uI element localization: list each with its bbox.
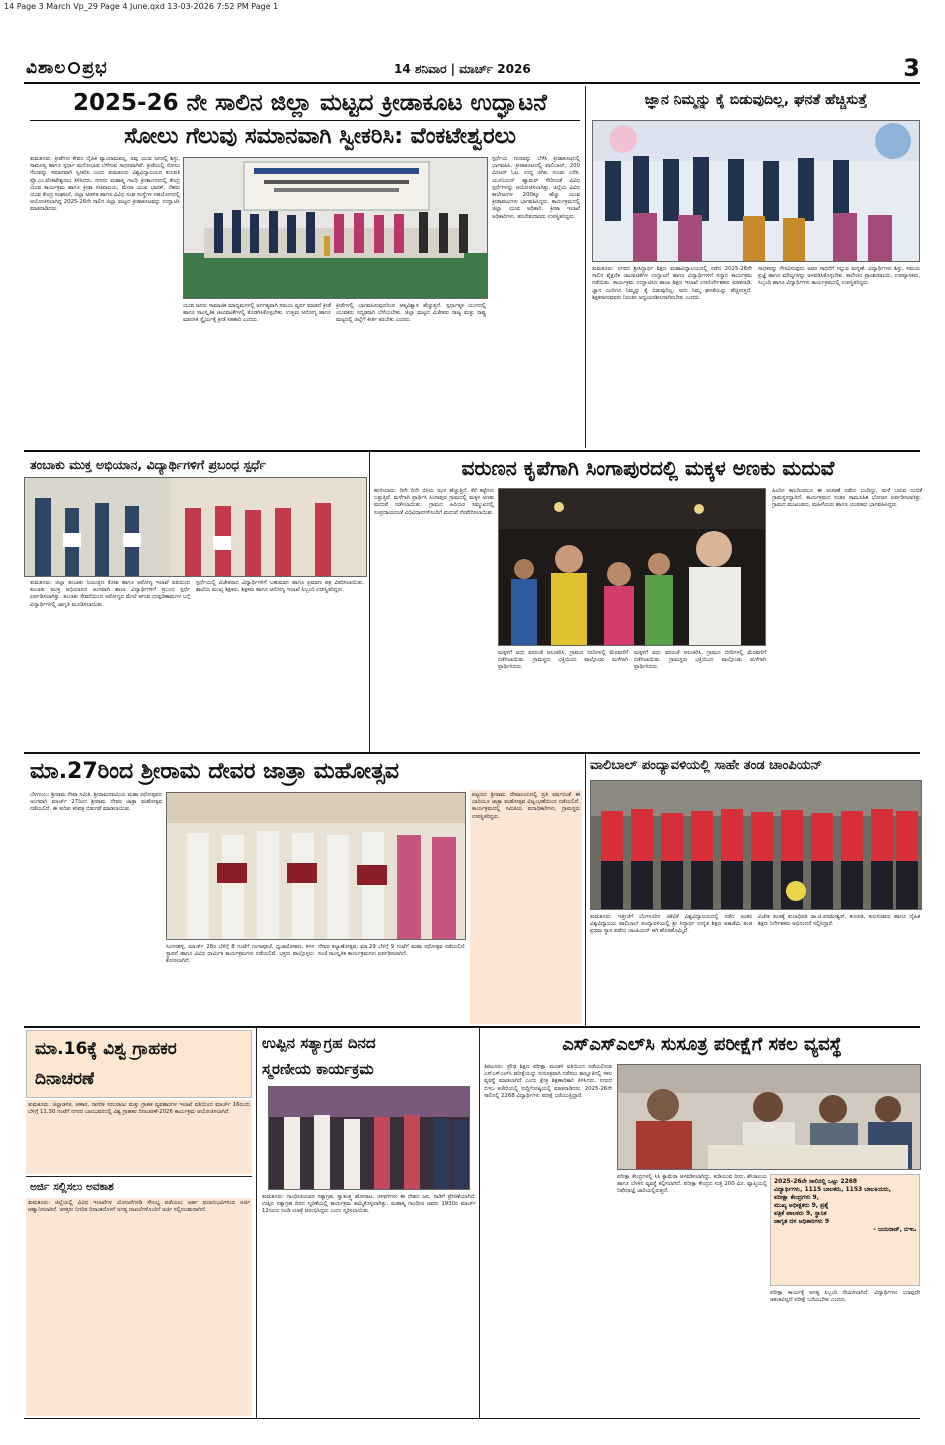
story1-column-1: ತುಮಕೂರು: ಕ್ರೀಡೆಗಳು ಕೇವಲ ದೈಹಿಕ ವ್ಯಾಯಾಮವಲ್ಲ, ಅವು ಯುವ ಜನರಲ್ಲಿ ಶಿಸ್ತು, ಸಾಮರಸ್ಯ ಹಾಗೂ ಸ್ಪರ್ಧಾ ಮನೋಭಾವ ಬೆಳೆಸುವ ಸಾಧನವಾಗಿವೆ. ಕ್ರೀಡೆಯಲ್ಲಿ ಸೋಲು ಗೆಲುವನ್ನು ಸಮಾನವಾಗಿ ಸ್ವೀಕರಿಸಿ ಎಂದು ತುಮಕೂರು ವಿಶ್ವವಿದ್ಯಾಲಯದ ಕುಲಪತಿ ಪ್ರೊ.ಎಂ.ವೆಂಕಟೇಶ್ವರಲು ತಿಳಿಸಿದರು. ನಗರದ ಮಹಾತ್ಮ ಗಾಂಧಿ ಕ್ರೀಡಾಂಗಣದಲ್ಲಿ ಕೇಂದ್ರ ಯುವ ಕಾರ್ಯಕ್ರಮ ಹಾಗೂ ಕ್ರೀಡಾ ಸಚಿವಾಲಯ, ಮೇರಾ ಯುವ ಭಾರತ್, ನೆಹರು ಯುವ ಕೇಂದ್ರ ಸಂಘಟನೆ, ಜಿಲ್ಲಾ ಆಡಳಿತ ಹಾಗೂ ವಿವಿಧ ಸಂಘ ಸಂಸ್ಥೆಗಳ ಸಹಯೋಗದಲ್ಲಿ ಆಯೋಜಿಸಲಾಗಿದ್ದ 2025-26ನೇ ಸಾಲಿನ ಜಿಲ್ಲಾ ಮಟ್ಟದ ಕ್ರೀಡಾಕೂಟವನ್ನು ಉದ್ಘಾಟಿಸಿ ಮಾತನಾಡಿದರು. — [30, 156, 180, 213]
education-officers-image — [618, 1065, 921, 1170]
story8-body: ತುಮಕೂರು: ಗಾಂಧೀಜಿಯವರ ಸತ್ಯಾಗ್ರಹ, ಸ್ವಾತಂತ್ರ್ಯ ಹೋರಾಟ, ಚಳವಳಿಗಳು ಈ ದೇಶದ ಜನ, ನಾಡಿಗೆ ಪ್ರೇರಣೆಯಾಗಿದೆ. ಉಪ್ಪಿನ ಸತ್ಯಾಗ್ರಹ ದಿನದ ಸ್ಮರಣೆಯಲ್ಲಿ ಕಾರ್ಯಕ್ರಮ ಹಮ್ಮಿಕೊಳ್ಳಲಾಗಿತ್ತು. ಮಹಾತ್ಮ ಗಾಂಧೀಜಿ ಅವರು 1930ರ ಮಾರ್ಚ್ 12ರಂದು ದಂಡಿ ಯಾತ್ರೆ ಆರಂಭಿಸಿದ್ದರು ಎಂದು ಸ್ಮರಿಸಲಾಯಿತು. — [262, 1194, 476, 1215]
story6-column-1: ತುಮಕೂರು: ಇತ್ತೀಚೆಗೆ ಬೆಂಗಳೂರಿನ ಜಿಕೆವಿಕೆ ವಿಶ್ವವಿದ್ಯಾಲಯದಲ್ಲಿ ನಡೆದ ಅಂತರ ವಿಶ್ವವಿದ್ಯಾಲಯ ವಾಲಿಬಾಲ್ ಪಂದ್ಯಾವಳಿಯಲ್ಲಿ ಶ್ರೀ ಸಿದ್ಧಾರ್ಥ ಉನ್ನತ ಶಿಕ್ಷಣ ಅಕಾಡೆಮಿ ತಂಡ ಪ್ರಥಮ ಸ್ಥಾನ ಪಡೆದು ಚಾಂಪಿಯನ್ ಆಗಿ ಹೊರಹೊಮ್ಮಿದೆ. — [590, 914, 752, 935]
column-divider — [479, 1028, 480, 1418]
factbox-attribution: - ಜಯರಾಜ್, ಬಿಇಒ — [873, 1226, 916, 1233]
story3-photo — [24, 477, 367, 577]
story7-sub-headline: ಅರ್ಜಿ ಸಲ್ಲಿಸಲು ಅವಕಾಶ — [30, 1181, 114, 1193]
story9-headline: ಎಸ್‌ಎಸ್‌ಎಲ್‌ಸಿ ಸುಸೂತ್ರ ಪರೀಕ್ಷೆಗೆ ಸಕಲ ವ್ಯವಸ್ಥೆ — [562, 1034, 842, 1055]
story6-photo — [590, 780, 922, 910]
story6-headline: ವಾಲಿಬಾಲ್ ಪಂದ್ಯಾವಳಿಯಲ್ಲಿ ಸಾಹೇ ತಂಡ ಚಾಂಪಿಯನ್ — [590, 758, 823, 773]
story2-headline: ಜ್ಞಾನ ನಿಮ್ಮನ್ನು ಕೈ ಬಿಡುವುದಿಲ್ಲ, ಘನತೆ ಹೆಚ್ಚಿಸುತ್ತೆ — [644, 92, 868, 108]
factbox-line: ಪರೀಕ್ಷಾ ಕೇಂದ್ರಗಳು 9, — [774, 1194, 820, 1201]
salt-satyagraha-image — [269, 1087, 470, 1190]
page-bottom-rule — [24, 1418, 920, 1419]
factbox-line: ವಿದ್ಯಾರ್ಥಿಗಳು, 1115 ಬಾಲಕರು, 1153 ಬಾಲಕಿಯರು, — [774, 1186, 891, 1193]
factbox-line: ಜಾಗೃತ ದಳ ಅಧಿಕಾರಿಗಳು 9 — [774, 1218, 830, 1225]
section-rule — [24, 1026, 920, 1028]
story7-headline-box — [26, 1030, 252, 1098]
college-felicitation-image — [593, 121, 920, 262]
slug-line: 14 Page 3 March Vp_29 Page 4 June.qxd 13-03-2026 7:52 PM Page 1 — [0, 0, 945, 14]
story5-column-4: ಪಟ್ಟಣದ ಶ್ರೀರಾಮ ದೇವಾಲಯದಲ್ಲಿ ಪ್ರತಿ ವರ್ಷದಂತೆ ಈ ಬಾರಿಯೂ ಜಾತ್ರಾ ಮಹೋತ್ಸವ ವಿಜೃಂಭಣೆಯಿಂದ ನಡೆಯಲಿದೆ. ಕಾರ್ಯಕ್ರಮದಲ್ಲಿ ಸಮಿತಿಯ ಪದಾಧಿಕಾರಿಗಳು, ಗ್ರಾಮಸ್ಥರು ಉಪಸ್ಥಿತರಿದ್ದರು. — [470, 790, 582, 1024]
story5-column-1: ಬೆಳಗುಂಬ: ಶ್ರೀರಾಮ ಸೇವಾ ಸಮಿತಿ, ಶ್ರೀರಾಮನವಮಿಯ ಮಹಾ ರಥೋತ್ಸವದ ಅಂಗವಾಗಿ ಮಾರ್ಚ್ 27ರಿಂದ ಶ್ರೀರಾಮ ದೇವರ ಜಾತ್ರಾ ಮಹೋತ್ಸವ ನಡೆಯಲಿದೆ. ಈ ಕುರಿತು ಕರಪತ್ರ ಬಿಡುಗಡೆ ಮಾಡಲಾಯಿತು. — [30, 792, 162, 813]
temple-committee-image — [167, 793, 466, 940]
story9-column-3: ಪರೀಕ್ಷಾ ಕಾರ್ಯಕ್ಕೆ ಅಗತ್ಯ ಸಿಬ್ಬಂದಿ ನೇಮಿಸಲಾಗಿದೆ. ವಿದ್ಯಾರ್ಥಿಗಳು ಯಾವುದೇ ಆತಂಕವಿಲ್ಲದೆ ಪರೀಕ್ಷೆ ಬರೆಯಬೇಕು ಎಂದರು. — [770, 1290, 920, 1304]
story5-column-2: ಸಿಂಗನಹಳ್ಳಿ, ಮಾರ್ಚ್ 28ರ ಬೆಳಿಗ್ಗೆ 8 ಗಂಟೆಗೆ ಗಂಗಾಪೂಜೆ, ಧ್ವಜಾರೋಹಣ, ಕಳಸ ಸ್ಥಾಪನೆ ಹಾಗೂ ವಿವಿಧ ಧಾರ್ಮಿಕ ಕಾರ್ಯಕ್ರಮಗಳು ನಡೆಯಲಿವೆ. ಭಕ್ತರು ಪಾಲ್ಗೊಳ್ಳಲು ಕೋರಲಾಗಿದೆ. — [166, 944, 314, 965]
factbox-line: 2025-26ನೇ ಸಾಲಿನಲ್ಲಿ ಒಟ್ಟು 2268 — [774, 1178, 858, 1185]
newspaper-name — [26, 58, 108, 78]
sports-meet-stage-image — [184, 158, 488, 299]
page-number: 3 — [903, 54, 920, 82]
story1-column-3: ಕ್ರೀಡೆಗಳಲ್ಲಿ ಭಾಗವಹಿಸುವುದರಿಂದ ಆತ್ಮವಿಶ್ವಾಸ ಹೆಚ್ಚುತ್ತದೆ. ಸ್ಪರ್ಧಾತ್ಮಕ ಯುಗದಲ್ಲಿ ಯುವಕರು ಸದೃಢರಾಗಿ ಬೆಳೆಯಬೇಕು. ಜಿಲ್ಲಾ ಮಟ್ಟದ ವಿಜೇತರು ರಾಜ್ಯ ಮತ್ತು ರಾಷ್ಟ್ರ ಮಟ್ಟದಲ್ಲಿ ಜಿಲ್ಲೆಗೆ ಕೀರ್ತಿ ತರಬೇಕು ಎಂದರು. — [336, 303, 486, 324]
volleyball-team-image — [591, 781, 922, 910]
story8-headline-line2: ಸ್ಮರಣೀಯ ಕಾರ್ಯಕ್ರಮ — [262, 1060, 374, 1078]
newspaper-name-right: ಪ್ರಭ — [82, 58, 108, 78]
newspaper-name-left: ವಿಶಾಲ — [26, 58, 67, 78]
story9-column-2: ಪರೀಕ್ಷಾ ಕೇಂದ್ರಗಳಲ್ಲಿ ಸಿಸಿ ಕ್ಯಾಮೆರಾ ಅಳವಡಿಸಲಾಗಿದ್ದು, ಕುಡಿಯುವ ನೀರು, ಶೌಚಾಲಯ ಹಾಗೂ ಬೆಳಕಿನ ವ್ಯವಸ್ಥೆ ಕಲ್ಪಿಸಲಾಗಿದೆ. ಪರೀಕ್ಷಾ ಕೇಂದ್ರದ ಸುತ್ತ 200 ಮೀ. ವ್ಯಾಪ್ತಿಯಲ್ಲಿ ನಿಷೇಧಾಜ್ಞೆ ಜಾರಿಯಲ್ಲಿರುತ್ತದೆ. — [617, 1174, 767, 1195]
story2-column-1: ತುಮಕೂರು: ನಗರದ ಶ್ರೀಸಿದ್ಧಾರ್ಥ ಶಿಕ್ಷಣ ಮಹಾವಿದ್ಯಾಲಯದಲ್ಲಿ ನಡೆದ 2025-26ನೇ ಸಾಲಿನ ಶೈಕ್ಷಣಿಕ ಚಟುವಟಿಕೆಗಳ ಉದ್ಘಾಟನೆ ಹಾಗೂ ವಿದ್ಯಾರ್ಥಿಗಳಿಗೆ ಸನ್ಮಾನ ಕಾರ್ಯಕ್ರಮ ನಡೆಯಿತು. ಕಾರ್ಯಕ್ರಮ ಉದ್ಘಾಟಿಸಿದ ಶಾಲಾ ಶಿಕ್ಷಣ ಇಲಾಖೆ ಉಪನಿರ್ದೇಶಕರು ಮಾತನಾಡಿ, ಜ್ಞಾನ ಎಂದಿಗೂ ನಿಮ್ಮನ್ನು ಕೈ ಬಿಡುವುದಿಲ್ಲ, ಅದು ನಿಮ್ಮ ಘನತೆಯನ್ನು ಹೆಚ್ಚಿಸುತ್ತದೆ. ಶಿಕ್ಷಕರಾಗುವವರು ನಿರಂತರ ಅಧ್ಯಯನಶೀಲರಾಗಿರಬೇಕು ಎಂದರು. — [592, 266, 752, 301]
story7-headline-line2: ದಿನಾಚರಣೆ — [35, 1069, 95, 1089]
column-divider — [256, 1028, 257, 1418]
story7-headline-line1: ಮಾ.16ಕ್ಕೆ ವಿಶ್ವ ಗ್ರಾಹಕರ — [35, 1039, 177, 1059]
factbox-line: ಪತ್ರಿಕೆ ಪಾಲಕರು 9, ಸ್ಥಾನಿಕ — [774, 1210, 827, 1217]
essay-competition-image — [25, 478, 367, 577]
story4-column-3: ಹಿಂದಿನ ಕಾಲದಿಂದಲೂ ಈ ಆಚರಣೆ ನಡೆದು ಬಂದಿದ್ದು, ಮಳೆ ಬರುವ ನಂಬಿಕೆ ಗ್ರಾಮಸ್ಥರದ್ದಾಗಿದೆ. ಕಾರ್ಯಕ್ರಮದ ನಂತರ ಸಾಮೂಹಿಕ ಭೋಜನ ಏರ್ಪಡಿಸಲಾಗಿತ್ತು. ಗ್ರಾಮದ ಮುಖಂಡರು, ಮಹಿಳೆಯರು ಹಾಗೂ ಯುವಕರು ಭಾಗವಹಿಸಿದ್ದರು. — [772, 488, 922, 509]
divider — [26, 1176, 252, 1177]
masthead-rule — [24, 82, 920, 84]
story4-headline: ವರುಣನ ಕೃಪೆಗಾಗಿ ಸಿಂಗಾಪುರದಲ್ಲಿ ಮಕ್ಕಳ ಅಣಕು ಮದುವೆ — [461, 456, 835, 480]
column-divider — [369, 452, 370, 752]
story4-column-1: ಹುಳಿಯಾರು: ದಿನೇ ದಿನೇ ಬಿಸಿಲು ಝಳ ಹೆಚ್ಚುತ್ತಿದೆ. ಕೆರೆ ಕಟ್ಟೆಗಳು ಬತ್ತುತ್ತಿವೆ. ಮಳೆಗಾಗಿ ಪ್ರಾರ್ಥಿಸಿ ಸಿಂಗಾಪುರ ಗ್ರಾಮದಲ್ಲಿ ಮಕ್ಕಳ ಅಣಕು ಮದುವೆ ನಡೆಸಲಾಯಿತು. ಗ್ರಾಮದ ಹಿರಿಯರ ಸಮ್ಮುಖದಲ್ಲಿ ಸಂಪ್ರದಾಯದಂತೆ ವಿಧಿವಿಧಾನಗಳೊಂದಿಗೆ ಮದುವೆ ನೆರವೇರಿಸಲಾಯಿತು. — [374, 488, 494, 516]
story5-photo — [166, 792, 466, 940]
story1-column-2: ಯುವ ಜನರು ಸಾಮಾಜಿಕ ಮಾಧ್ಯಮಗಳಲ್ಲಿ ಅನಗತ್ಯವಾಗಿ ಸಮಯ ವ್ಯರ್ಥ ಮಾಡದೆ ಕ್ರೀಡೆ ಹಾಗೂ ಸಾಂಸ್ಕೃತಿಕ ಚಟುವಟಿಕೆಗಳಲ್ಲಿ ತೊಡಗಿಸಿಕೊಳ್ಳಬೇಕು. ಉತ್ತಮ ಆರೋಗ್ಯ ಹಾಗೂ ಮಾನಸಿಕ ಸ್ಥೈರ್ಯಕ್ಕೆ ಕ್ರೀಡೆ ಸಹಕಾರಿ ಎಂದರು. — [183, 303, 331, 324]
logo-icon — [68, 62, 80, 74]
story9-factbox — [770, 1174, 920, 1286]
story3-column-2: ಸ್ಪರ್ಧೆಯಲ್ಲಿ ವಿಜೇತರಾದ ವಿದ್ಯಾರ್ಥಿಗಳಿಗೆ ಬಹುಮಾನ ಹಾಗೂ ಪ್ರಮಾಣ ಪತ್ರ ವಿತರಿಸಲಾಯಿತು. ಶಾಲೆಯ ಮುಖ್ಯ ಶಿಕ್ಷಕರು, ಶಿಕ್ಷಕರು ಹಾಗೂ ಆರೋಗ್ಯ ಇಲಾಖೆ ಸಿಬ್ಬಂದಿ ಉಪಸ್ಥಿತರಿದ್ದರು. — [196, 580, 364, 594]
story7-sub-body: ತುಮಕೂರು: ಜಿಲ್ಲೆಯಲ್ಲಿ ವಿವಿಧ ಇಲಾಖೆಗಳ ಯೋಜನೆಗಳಡಿ ಸೌಲಭ್ಯ ಪಡೆಯಲು ಅರ್ಹ ಫಲಾನುಭವಿಗಳಿಂದ ಅರ್ಜಿ ಆಹ್ವಾನಿಸಲಾಗಿದೆ. ಆಸಕ್ತರು ನಿಗದಿತ ದಿನಾಂಕದೊಳಗೆ ಅಗತ್ಯ ದಾಖಲೆಗಳೊಂದಿಗೆ ಅರ್ಜಿ ಸಲ್ಲಿಸಬಹುದಾಗಿದೆ. — [26, 1198, 252, 1416]
story2-column-2: ಸಾಧಕರನ್ನು ಗೌರವಿಸುವುದು ಅವರ ಸಾಧನೆಗೆ ಸಲ್ಲುವ ಮನ್ನಣೆ. ವಿದ್ಯಾರ್ಥಿಗಳು ಶಿಸ್ತು, ಸಮಯ ಪ್ರಜ್ಞೆ ಹಾಗೂ ಮೌಲ್ಯಗಳನ್ನು ಅಳವಡಿಸಿಕೊಳ್ಳಬೇಕು. ಕಾಲೇಜಿನ ಪ್ರಾಂಶುಪಾಲರು, ಉಪನ್ಯಾಸಕರು, ಸಿಬ್ಬಂದಿ ಹಾಗೂ ವಿದ್ಯಾರ್ಥಿಗಳು ಕಾರ್ಯಕ್ರಮದಲ್ಲಿ ಉಪಸ್ಥಿತರಿದ್ದರು. — [758, 266, 920, 287]
masthead — [24, 56, 924, 82]
story3-column-1: ತುಮಕೂರು: ಜಿಲ್ಲಾ ತಂಬಾಕು ನಿಯಂತ್ರಣ ಕೋಶ ಹಾಗೂ ಆರೋಗ್ಯ ಇಲಾಖೆ ವತಿಯಿಂದ ತಂಬಾಕು ಮುಕ್ತ ಅಭಿಯಾನದ ಅಂಗವಾಗಿ ಶಾಲಾ ವಿದ್ಯಾರ್ಥಿಗಳಿಗೆ ಪ್ರಬಂಧ ಸ್ಪರ್ಧೆ ಏರ್ಪಡಿಸಲಾಗಿತ್ತು. ತಂಬಾಕು ಸೇವನೆಯಿಂದ ಆರೋಗ್ಯದ ಮೇಲೆ ಆಗುವ ದುಷ್ಪರಿಣಾಮಗಳ ಬಗ್ಗೆ ವಿದ್ಯಾರ್ಥಿಗಳಲ್ಲಿ ಜಾಗೃತಿ ಮೂಡಿಸಲಾಯಿತು. — [30, 580, 190, 608]
story3-headline: ತಂಬಾಕು ಮುಕ್ತ ಅಭಿಯಾನ, ವಿದ್ಯಾರ್ಥಿಗಳಿಗೆ ಪ್ರಬಂಧ ಸ್ಪರ್ಧೆ — [30, 457, 267, 472]
story8-headline-line1: ಉಪ್ಪಿನ ಸತ್ಯಾಗ್ರಹ ದಿನದ — [262, 1034, 376, 1052]
story9-column-1: ತಿಪಟೂರು: ಪ್ರೌಢ ಶಿಕ್ಷಣ ಪರೀಕ್ಷಾ ಮಂಡಳಿ ವತಿಯಿಂದ ನಡೆಯಲಿರುವ ಎಸ್‌ಎಸ್‌ಎಲ್‌ಸಿ ಪರೀಕ್ಷೆಯನ್ನು ಸುಸೂತ್ರವಾಗಿ ನಡೆಸಲು ತಾಲ್ಲೂಕಿನಲ್ಲಿ ಸಕಲ ವ್ಯವಸ್ಥೆ ಮಾಡಲಾಗಿದೆ ಎಂದು ಕ್ಷೇತ್ರ ಶಿಕ್ಷಣಾಧಿಕಾರಿ ತಿಳಿಸಿದರು. ನಗರದ ಬಿಇಒ ಕಚೇರಿಯಲ್ಲಿ ಸುದ್ದಿಗೋಷ್ಠಿಯಲ್ಲಿ ಮಾತನಾಡಿದರು. 2025-26ನೇ ಸಾಲಿನಲ್ಲಿ 2268 ವಿದ್ಯಾರ್ಥಿಗಳು ಪರೀಕ್ಷೆ ಬರೆಯುತ್ತಿದ್ದಾರೆ. — [484, 1064, 612, 1099]
issue-date: 14 ಶನಿವಾರ | ಮಾರ್ಚ್ 2026 — [394, 62, 531, 76]
column-divider — [585, 86, 586, 448]
story4-column-2b: ಮಕ್ಕಳಿಗೆ ವಧು ವರರಂತೆ ಅಲಂಕರಿಸಿ, ಗ್ರಾಮದ ಬೀದಿಗಳಲ್ಲಿ ಮೆರವಣಿಗೆ ನಡೆಸಲಾಯಿತು. ಗ್ರಾಮಸ್ಥರು ಭಕ್ತಿಯಿಂದ ಪಾಲ್ಗೊಂಡು ಮಳೆಗಾಗಿ ಪ್ರಾರ್ಥಿಸಿದರು. — [634, 650, 766, 671]
story2-photo — [592, 120, 920, 262]
story1-column-4: ಸ್ಪರ್ಧೆಯ ಗುಣವನ್ನು ಬೆಳೆಸಿ ಕ್ರೀಡಾಕೂಟದಲ್ಲಿ ಭಾಗವಹಿಸಿ. ಕ್ರೀಡಾಕೂಟದಲ್ಲಿ ವಾಲಿಬಾಲ್, 200 ಮೀಟರ್ ಓಟ, ಉದ್ದ ಜಿಗಿತ, ಗುಂಡು ಎಸೆತ, ಯೂನಿಯನ್ ಹ್ಯಾಮರ್ ಸೇರಿದಂತೆ ವಿವಿಧ ಸ್ಪರ್ಧೆಗಳನ್ನು ಆಯೋಜಿಸಲಾಗಿತ್ತು. ಜಿಲ್ಲೆಯ ವಿವಿಧ ಕಾಲೇಜುಗಳ 200ಕ್ಕೂ ಹೆಚ್ಚು ಯುವ ಕ್ರೀಡಾಪಟುಗಳು ಭಾಗವಹಿಸಿದ್ದರು. ಕಾರ್ಯಕ್ರಮದಲ್ಲಿ ಜಿಲ್ಲಾ ಯುವ ಅಧಿಕಾರಿ, ಕ್ರೀಡಾ ಇಲಾಖೆ ಅಧಿಕಾರಿಗಳು, ತರಬೇತುದಾರರು ಉಪಸ್ಥಿತರಿದ್ದರು. — [492, 156, 580, 220]
story4-photo — [498, 488, 766, 646]
story1-photo — [183, 157, 488, 299]
story7-body: ತುಮಕೂರು: ಜಿಲ್ಲಾಡಳಿತ, ಆಹಾರ, ನಾಗರಿಕ ಸರಬರಾಜು ಮತ್ತು ಗ್ರಾಹಕ ವ್ಯವಹಾರಗಳ ಇಲಾಖೆ ವತಿಯಿಂದ ಮಾರ್ಚ್ 16ರಂದು ಬೆಳಿಗ್ಗೆ 11.30 ಗಂಟೆಗೆ ನಗರದ ಬಾಲಭವನದಲ್ಲಿ ವಿಶ್ವ ಗ್ರಾಹಕರ ದಿನಾಚರಣೆ-2026 ಕಾರ್ಯಕ್ರಮ ಆಯೋಜಿಸಲಾಗಿದೆ. — [26, 1100, 252, 1174]
story8-photo — [268, 1086, 470, 1190]
story9-photo — [617, 1064, 921, 1170]
story1-kicker: 2025-26 ನೇ ಸಾಲಿನ ಜಿಲ್ಲಾ ಮಟ್ಟದ ಕ್ರೀಡಾಕೂಟ ಉದ್ಘಾಟನೆ — [73, 90, 547, 116]
factbox-line: ಮುಖ್ಯ ಅಧೀಕ್ಷಕರು 9, ಪ್ರಶ್ನೆ — [774, 1202, 829, 1209]
story5-column-3: ದೇವರ ಕಲ್ಯಾಣೋತ್ಸವ, ಮಾ.29 ಬೆಳಿಗ್ಗೆ 9 ಗಂಟೆಗೆ ಮಹಾ ರಥೋತ್ಸವ ನಡೆಯಲಿದೆ. ಸಂಜೆ ಸಾಂಸ್ಕೃತಿಕ ಕಾರ್ಯಕ್ರಮಗಳು ಏರ್ಪಡಿಸಲಾಗಿದೆ. — [318, 944, 466, 958]
story6-column-2: ವಿಜೇತ ತಂಡಕ್ಕೆ ಕುಲಾಧಿಪತಿ ಡಾ.ಜಿ.ಪರಮೇಶ್ವರ್, ಕುಲಪತಿ, ಕುಲಸಚಿವರು ಹಾಗೂ ದೈಹಿಕ ಶಿಕ್ಷಣ ನಿರ್ದೇಶಕರು ಅಭಿನಂದನೆ ಸಲ್ಲಿಸಿದ್ದಾರೆ. — [758, 914, 920, 928]
story4-column-2: ಮಕ್ಕಳಿಗೆ ವಧು ವರರಂತೆ ಅಲಂಕರಿಸಿ, ಗ್ರಾಮದ ಬೀದಿಗಳಲ್ಲಿ ಮೆರವಣಿಗೆ ನಡೆಸಲಾಯಿತು. ಗ್ರಾಮಸ್ಥರು ಭಕ್ತಿಯಿಂದ ಪಾಲ್ಗೊಂಡು ಮಳೆಗಾಗಿ ಪ್ರಾರ್ಥಿಸಿದರು. — [498, 650, 628, 671]
divider — [30, 120, 580, 121]
story5-headline: ಮಾ.27ರಿಂದ ಶ್ರೀರಾಮ ದೇವರ ಜಾತ್ರಾ ಮಹೋತ್ಸವ — [30, 759, 400, 784]
mock-wedding-image — [499, 489, 766, 646]
column-divider — [585, 754, 586, 1026]
story1-headline: ಸೋಲು ಗೆಲುವು ಸಮಾನವಾಗಿ ಸ್ವೀಕರಿಸಿ: ವೆಂಕಟೇಶ್ವರಲು — [124, 124, 516, 149]
